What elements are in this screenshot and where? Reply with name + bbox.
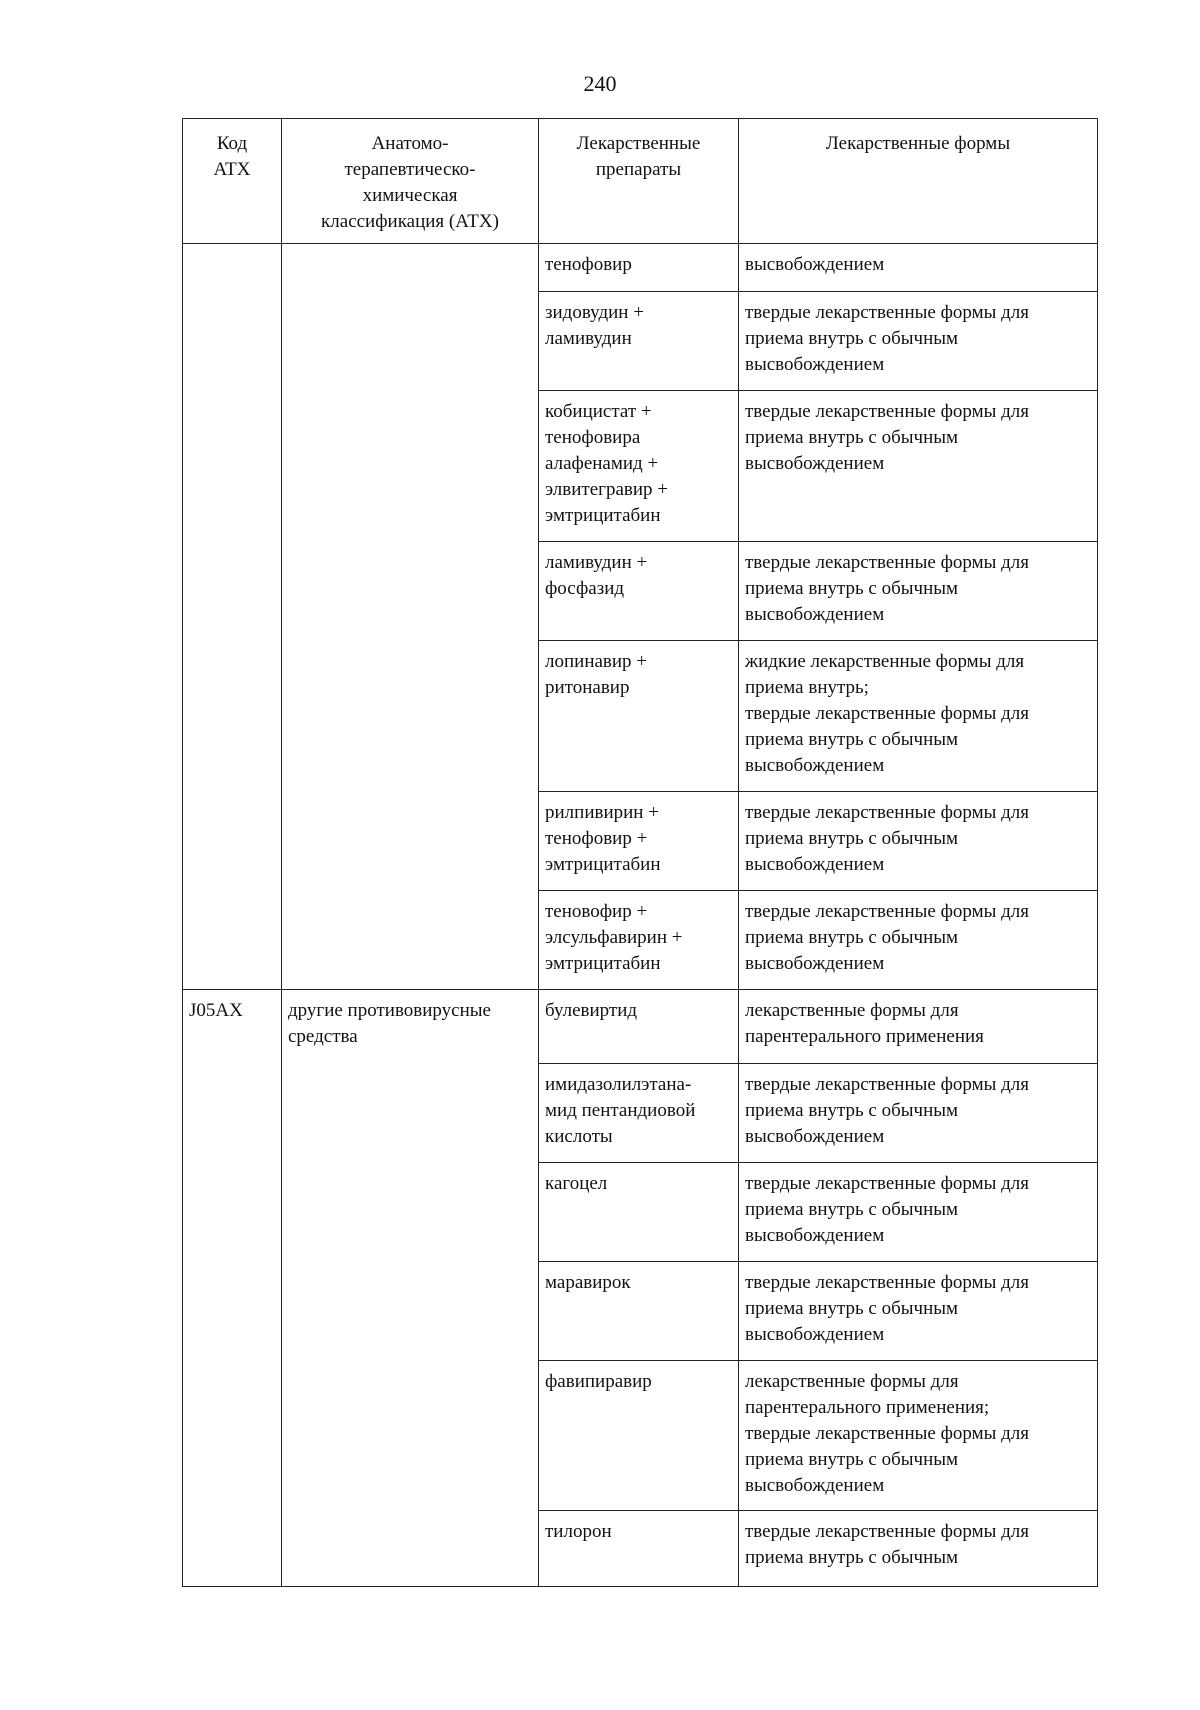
drug-cell: рилпивирин + тенофовир + эмтрицитабин [539, 792, 739, 891]
forms-cell: жидкие лекарственные формы для приема внутрь; твердые лекарственные формы для приема внутрь с обычным высвобождением [739, 641, 1098, 792]
forms-cell: твердые лекарственные формы для приема внутрь с обычным высвобождением [739, 292, 1098, 391]
atc-code-cell [183, 244, 282, 990]
atc-code-cell: J05AX [183, 990, 282, 1587]
forms-cell: твердые лекарственные формы для приема внутрь с обычным высвобождением [739, 1064, 1098, 1163]
drug-cell: имидазолилэтана- мид пентандиовой кислоты [539, 1064, 739, 1163]
header-dosage-forms: Лекарственные формы [739, 119, 1098, 244]
forms-cell: твердые лекарственные формы для приема внутрь с обычным высвобождением [739, 792, 1098, 891]
forms-cell: высвобождением [739, 244, 1098, 292]
forms-cell: твердые лекарственные формы для приема внутрь с обычным высвобождением [739, 391, 1098, 542]
table-row [183, 244, 1098, 292]
atc-classification-cell [282, 244, 539, 990]
atc-table [182, 118, 1098, 1587]
drug-cell: кобицистат + тенофовира алафенамид + элвитегравир + эмтрицитабин [539, 391, 739, 542]
drug-cell: тилорон [539, 1511, 739, 1587]
header-atc-classification: Анатомо- терапевтическо- химическая классификация (АТХ) [282, 119, 539, 244]
forms-cell: твердые лекарственные формы для приема внутрь с обычным высвобождением [739, 1262, 1098, 1361]
drug-cell: кагоцел [539, 1163, 739, 1262]
table-header-row [183, 119, 1098, 244]
forms-cell: лекарственные формы для парентерального применения; твердые лекарственные формы для приема внутрь с обычным высвобождением [739, 1361, 1098, 1511]
forms-cell: твердые лекарственные формы для приема внутрь с обычным высвобождением [739, 1163, 1098, 1262]
header-drugs: Лекарственные препараты [539, 119, 739, 244]
drug-cell: маравирок [539, 1262, 739, 1361]
drug-cell: лопинавир + ритонавир [539, 641, 739, 792]
drug-cell: зидовудин + ламивудин [539, 292, 739, 391]
drug-cell: фавипиравир [539, 1361, 739, 1511]
forms-cell: твердые лекарственные формы для приема внутрь с обычным [739, 1511, 1098, 1587]
drug-cell: булевиртид [539, 990, 739, 1064]
forms-cell: лекарственные формы для парентерального применения [739, 990, 1098, 1064]
page-number: 240 [583, 71, 617, 96]
drug-cell: ламивудин + фосфазид [539, 542, 739, 641]
table-row [183, 990, 1098, 1064]
forms-cell: твердые лекарственные формы для приема внутрь с обычным высвобождением [739, 542, 1098, 641]
drug-cell: теновофир + элсульфавирин + эмтрицитабин [539, 891, 739, 990]
drug-cell: тенофовир [539, 244, 739, 292]
forms-cell: твердые лекарственные формы для приема внутрь с обычным высвобождением [739, 891, 1098, 990]
atc-classification-cell: другие противовирусные средства [282, 990, 539, 1587]
header-atc-code: Код ATX [183, 119, 282, 244]
